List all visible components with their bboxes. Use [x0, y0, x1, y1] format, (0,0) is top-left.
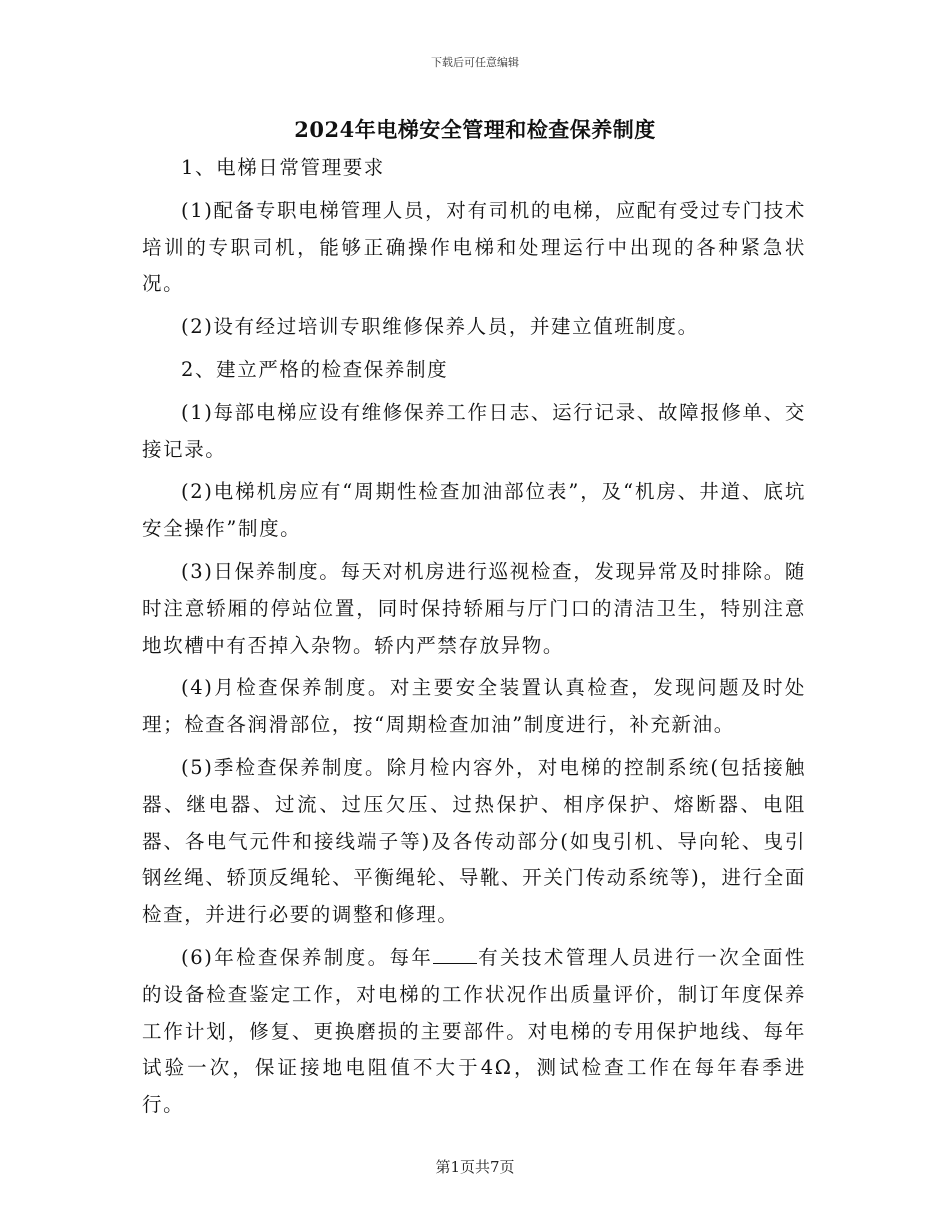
paragraph-2-6 — [142, 940, 806, 1124]
paragraph-2-4: (4)月检查保养制度。对主要安全装置认真检查，发现问题及时处理；检查各润滑部位，按“周期检查加油”制度进行，补充新油。 — [142, 676, 806, 737]
document-title: 2024年电梯安全管理和检查保养制度 — [294, 117, 656, 142]
page-number: 第1页共7页 — [435, 1158, 515, 1176]
paragraph-section-1-heading: 1、电梯日常管理要求 — [181, 156, 385, 179]
paragraph-2-2: (2)电梯机房应有“周期性检查加油部位表”，及“机房、井道、底坑安全操作”制度。 — [142, 480, 806, 541]
document-body — [142, 150, 806, 1130]
paragraph-2-5: (5)季检查保养制度。除月检内容外，对电梯的控制系统(包括接触器、继电器、过流、过压欠压、过热保护、相序保护、熔断器、电阻器、各电气元件和接线端子等)及各传动部分(如曳引机、导向轮、曳引钢丝绳、轿顶反绳轮、平衡绳轮、导靴、开关门传动系统等)，进行全面检查，并进行必要的调整和修理。 — [142, 755, 806, 927]
header-note: 下载后可任意编辑 — [431, 56, 519, 69]
paragraph-2-6-lead: (6)年检查保养制度。每年 — [181, 945, 434, 969]
paragraph-2-3: (3)日保养制度。每天对机房进行巡视检查，发现异常及时排除。随时注意轿厢的停站位置，同时保持轿厢与厅门口的清洁卫生，特别注意地坎槽中有否掉入杂物。轿内严禁存放异物。 — [142, 559, 806, 657]
fill-in-blank — [433, 945, 477, 964]
paragraph-2-1: (1)每部电梯应设有维修保养工作日志、运行记录、故障报修单、交接记录。 — [142, 400, 806, 461]
paragraph-section-2-heading: 2、建立严格的检查保养制度 — [181, 357, 449, 381]
paragraph-1-2: (2)设有经过培训专职维修保养人员，并建立值班制度。 — [181, 315, 699, 339]
paragraph-1-1: (1)配备专职电梯管理人员，对有司机的电梯，应配有受过专门技术培训的专职司机，能够正确操作电梯和处理运行中出现的各种紧急状况。 — [142, 198, 806, 296]
paragraph-2-6-rest: 有关技术管理人员进行一次全面性的设备检查鉴定工作，对电梯的工作状况作出质量评价，制订年度保养工作计划，修复、更换磨损的主要部件。对电梯的专用保护地线、每年试验一次，保证接地电阻值不大于4Ω，测试检查工作在每年春季进行。 — [142, 945, 806, 1117]
